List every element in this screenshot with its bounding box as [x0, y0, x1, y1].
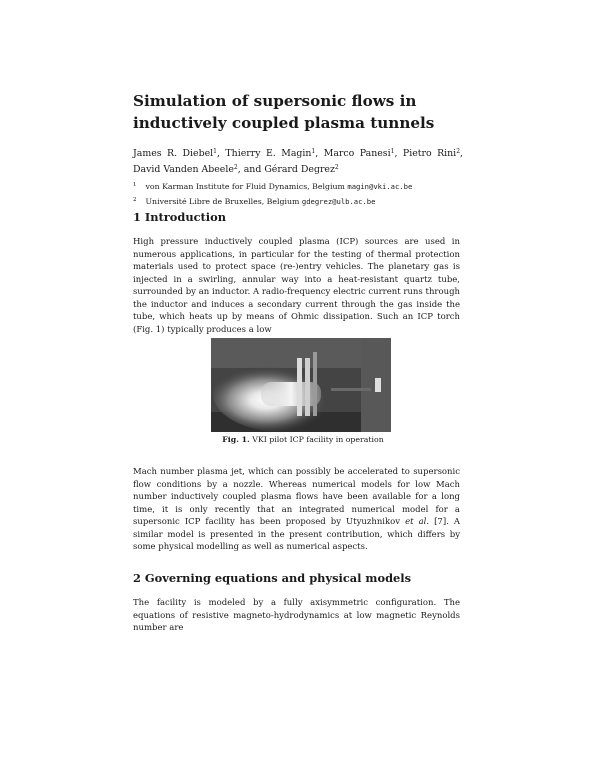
author-sup: 1	[311, 148, 316, 155]
author-sup: 2	[334, 163, 339, 171]
author-sup: 2	[233, 163, 238, 171]
figure-caption	[133, 435, 473, 444]
intro-paragraph-1: High pressure inductively coupled plasma (ICP) sources are used in numerous applications, in particular for the testing of thermal protection materials used to protect space (re-)entry vehicles. The planetary gas is injected in a swirling, annular way into a heat-resistant quartz tube, surrounded by an inductor. A radio-frequency electric current runs through the inductor and induces a secondary current through the gas inside the tube, which heats up by means of Ohmic dissipation. Such an ICP torch (Fig. 1) typically produces a low	[133, 237, 460, 335]
affiliation-row	[133, 179, 473, 194]
figure-caption-text: VKI pilot ICP facility in operation	[252, 435, 384, 444]
author: David Vanden Abeele	[133, 163, 234, 175]
affiliation-sup: 1	[133, 182, 137, 188]
icp-facility-photo	[211, 338, 391, 432]
author-list: James R. Diebel$^1$, Thierry E. Magin$^1$, Marco Panesi$^1$, Pietro Rini$^2$, David Vanden Abeele$^2$, and Gérard Degrez$^2$	[133, 148, 463, 175]
intro-paragraph-2	[133, 466, 460, 554]
affiliation-sup: 2	[133, 196, 137, 203]
affiliation-text: von Karman Institute for Fluid Dynamics, Belgium	[145, 182, 345, 191]
author-sup: 1	[213, 148, 217, 155]
author: Thierry E. Magin	[225, 148, 312, 159]
affiliation-email: magin@vki.ac.be	[347, 182, 413, 191]
paper-title: Simulation of supersonic flows in inductively coupled plasma tunnels	[133, 92, 435, 132]
affiliations	[133, 179, 473, 208]
affiliation-email: gdegrez@ulb.ac.be	[301, 196, 376, 206]
author-sup: 1	[390, 148, 395, 155]
author: Gérard Degrez	[264, 163, 335, 175]
author: Pietro Rini	[402, 148, 457, 159]
section-heading-governing-equations: 2 Governing equations and physical models	[133, 571, 412, 585]
author: James R. Diebel	[133, 148, 214, 159]
intro-paragraph-2-etal: et al.	[405, 517, 430, 527]
author-sup: 2	[456, 148, 461, 155]
author: Marco Panesi	[323, 148, 391, 159]
plasma-torch-illustration	[211, 338, 391, 432]
figure-label: Fig. 1.	[222, 435, 250, 444]
intro-paragraph-2-part2: [7]. A similar model is presented in the present contribution, which differs by some physical modelling as well as numerical aspects.	[133, 517, 460, 552]
affiliation-text: Université Libre de Bruxelles, Belgium	[145, 196, 300, 206]
affiliation-row	[133, 194, 473, 209]
section-heading-introduction: 1 Introduction	[133, 210, 227, 224]
intro-paragraph-2-part1: Mach number plasma jet, which can possibly be accelerated to supersonic flow conditions by a nozzle. Whereas numerical models for low Mach number inductively coupled plasma flows have been available for a long time, it is only recently that an integrated numerical model for a supersonic ICP facility has been proposed by Utyuzhnikov	[133, 467, 460, 527]
governing-paragraph-1: The facility is modeled by a fully axisymmetric configuration. The equations of resistive magneto-hydrodynamics at low magnetic Reynolds number are	[133, 598, 460, 633]
